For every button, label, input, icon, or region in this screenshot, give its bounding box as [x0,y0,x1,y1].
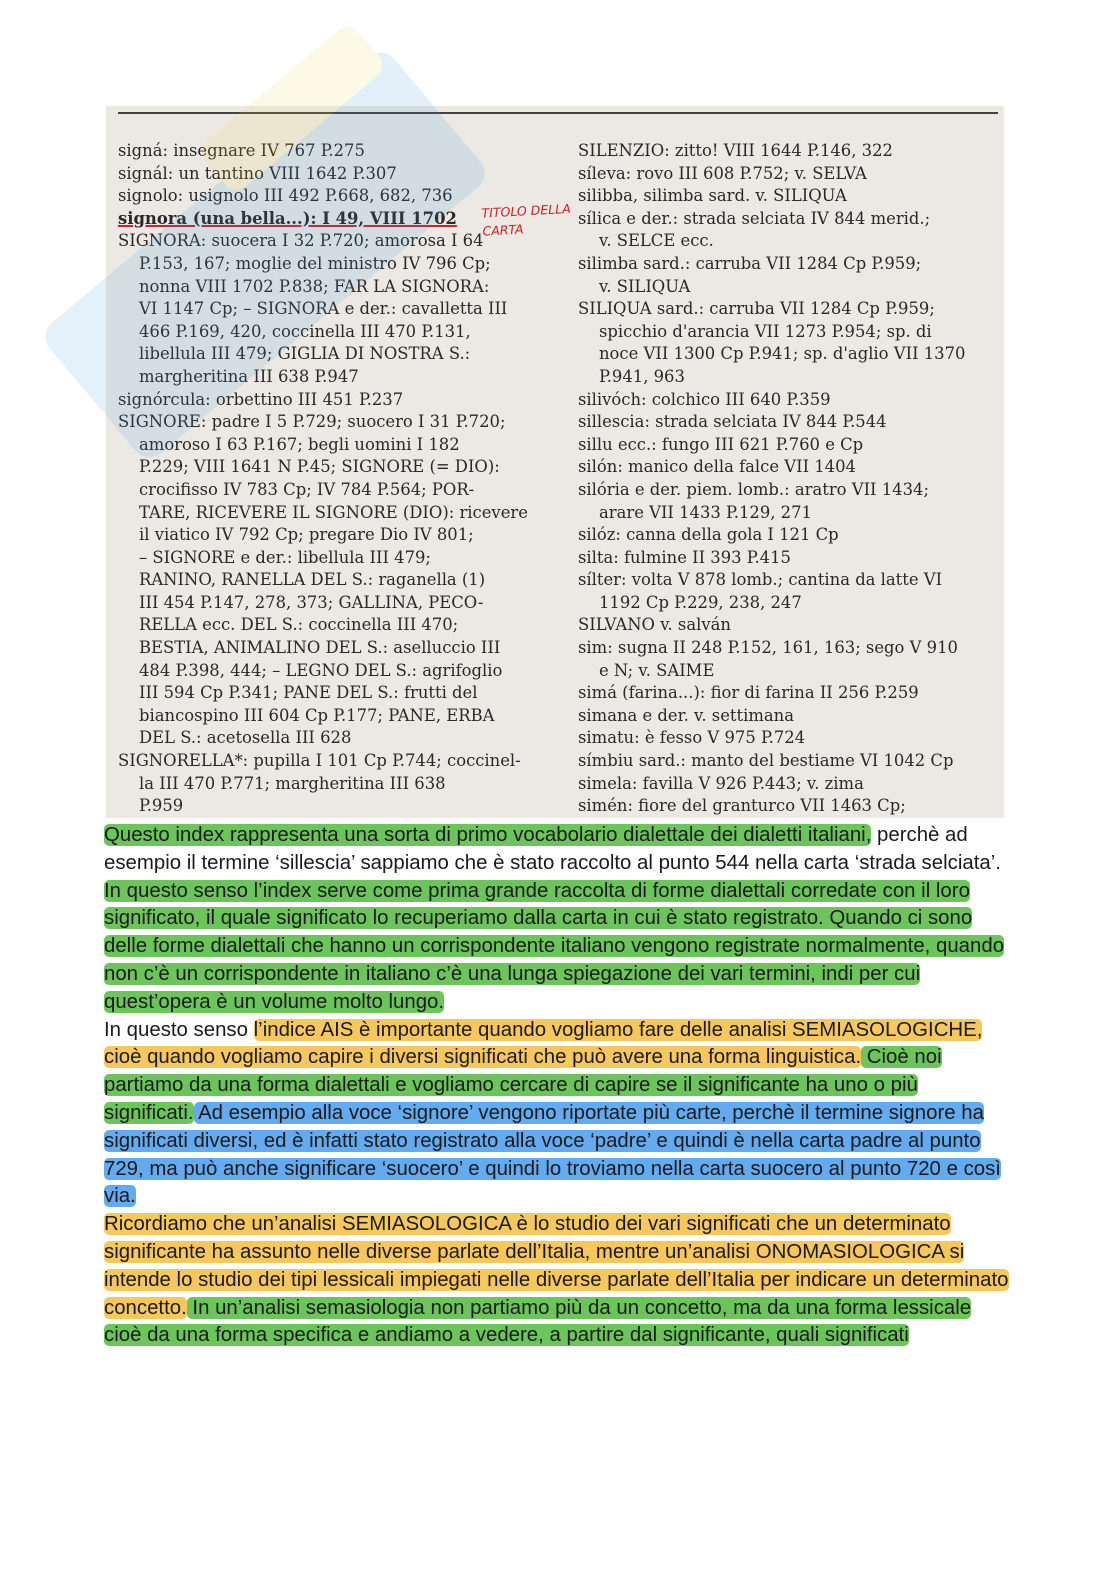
index-entry: silimba sard.: carruba VII 1284 Cp P.959; [578,253,922,273]
index-entry: P.229; VIII 1641 N P.45; SIGNORE (= DIO): [139,457,500,477]
handwritten-annotation: TITOLO DELLA CARTA [481,200,572,239]
index-entry: SIGNORA: suocera I 32 P.720; amorosa I 64 [118,231,484,251]
index-entry: arare VII 1433 P.129, 271 [599,502,812,522]
index-entry: e N; v. SAIME [599,660,715,680]
index-entry: nonna VIII 1702 P.838; FAR LA SIGNORA: [139,276,490,296]
index-entry: signolo: usignolo III 492 P.668, 682, 736 [118,186,453,206]
index-entry: – SIGNORE e der.: libellula III 479; [139,547,431,567]
index-entry: amoroso I 63 P.167; begli uomini I 182 [139,434,460,454]
index-entry: III 454 P.147, 278, 373; GALLINA, PECO- [139,592,484,612]
highlighted-green-segment: Questo index rappresenta una sorta di primo vocabolario dialettale dei dialetti italiani, [104,824,872,846]
index-entry: libellula III 479; GIGLIA DI NOSTRA S.: [139,344,471,364]
index-entry: silta: fulmine II 393 P.415 [578,547,791,567]
index-entry: RELLA ecc. DEL S.: coccinella III 470; [139,615,459,635]
text-segment: perchè ad esempio il termine ‘sillescia’ sappiamo che è stato raccolto al punto 544 nella carta ‘strada selciata’. [104,824,1001,874]
index-entry: signora (una bella...): I 49, VIII 1702 [118,208,457,228]
index-entry: III 594 Cp P.341; PANE DEL S.: frutti del [139,683,478,703]
index-entry: 484 P.398, 444; – LEGNO DEL S.: agrifoglio [139,660,503,680]
index-entry: silóz: canna della gola I 121 Cp [578,525,839,545]
index-entry: biancospino III 604 Cp P.177; PANE, ERBA [139,705,495,725]
index-entry: 1192 Cp P.229, 238, 247 [599,592,802,612]
index-entry: la III 470 P.771; margheritina III 638 [139,773,446,793]
index-entry: noce VII 1300 Cp P.941; sp. d'aglio VII 1370 [599,344,966,364]
index-entry: silón: manico della falce VII 1404 [578,457,856,477]
index-entry: VI 1147 Cp; – SIGNORA e der.: cavalletta III [139,299,508,319]
highlighted-green-segment: Cioè noi partiamo da una forma dialettali e vogliamo cercare di capire se il significante ha uno o più significati. [104,1046,942,1124]
index-entry: simela: favilla V 926 P.443; v. zima [578,773,864,793]
index-entry: sillu ecc.: fungo III 621 P.760 e Cp [578,434,864,454]
notes-body-text [104,822,1009,1350]
highlighted-yellow-segment: Ricordiamo che un’analisi SEMIASOLOGICA è lo studio dei vari significati che un determinato significante ha assunto nelle diverse parlate dell’Italia, mentre un’analisi ONOMASIOLOGICA si intende lo studio dei tipi lessicali impiegati nelle diverse parlate dell’Italia per indicare un determinato concetto. [104,1213,1009,1319]
index-entry: v. SELCE ecc. [599,231,714,251]
index-entry: sim: sugna II 248 P.152, 161, 163; sego V 910 [578,638,958,658]
highlighted-blue-segment: Ad esempio alla voce ‘signore’ vengono riportate più carte, perchè il termine signore ha significati diversi, ed è infatti stato registrato alla voce ‘padre’ e quindi è nella carta padre al punto 729, ma può anche significare ‘suocero’ e quindi lo troviamo nella carta suocero al punto 720 e così via. [104,1101,1001,1208]
index-entry: signórcula: orbettino III 451 P.237 [118,389,404,409]
index-right-column [578,140,998,818]
index-entry: il viatico IV 792 Cp; pregare Dio IV 801; [139,525,474,545]
index-entry: P.959 [139,796,184,816]
index-entry: simana e der. v. settimana [578,705,794,725]
text-segment: In questo senso [104,1018,254,1041]
highlighted-green-segment: In questo senso l’index serve come prima grande raccolta di forme dialettali corredate con il loro significato, il quale significato lo recuperiamo dalla carta in cui è stato registrato. Quando ci sono delle forme dialettali che hanno un corrispondente italiano vengono registrate normalmente, quando non c’è un corrispondente in italiano c’è una lunga spiegazione dei vari termini, indi per cui quest’opera è un volume molto lungo. [104,879,1005,1013]
index-entry: 466 P.169, 420, coccinella III 470 P.131, [139,321,471,341]
highlighted-green-segment: In un’analisi semasiologia non partiamo più da un concetto, ma da una forma lessicale cioè da una forma specifica e andiamo a vedere, a partire dal significante, quali significati [104,1296,972,1347]
paragraph [104,1017,1009,1212]
top-rule [118,112,998,114]
index-entry: sillescia: strada selciata IV 844 P.544 [578,412,887,432]
index-entry: signál: un tantino VIII 1642 P.307 [118,163,397,183]
index-entry: SILENZIO: zitto! VIII 1644 P.146, 322 [578,141,893,160]
index-entry: signá: insegnare IV 767 P.275 [118,141,365,160]
index-entry: simén: fiore del granturco VII 1463 Cp; [578,796,906,816]
index-entry: crocifisso IV 783 Cp; IV 784 P.564; POR- [139,479,475,499]
paragraph [104,1211,1009,1350]
index-entry: RANINO, RANELLA DEL S.: raganella (1) [139,570,486,590]
index-entry: silibba, silimba sard. v. SILIQUA [578,186,847,206]
index-entry: BESTIA, ANIMALINO DEL S.: aselluccio III [139,638,501,658]
index-entry: SILVANO v. salván [578,615,731,635]
highlighted-yellow-segment: l’indice AIS è importante quando vogliamo fare delle analisi SEMIASOLOGICHE, cioè quando vogliamo capire i diversi significati che può avere una forma linguistica. [104,1018,983,1069]
index-entry: síleva: rovo III 608 P.752; v. SELVA [578,163,867,183]
scanned-index-page [106,106,1004,818]
index-entry: TARE, RICEVERE IL SIGNORE (DIO): ricevere [139,502,528,522]
index-entry: DEL S.: acetosella III 628 [139,728,352,748]
index-entry: margheritina III 638 P.947 [139,366,359,386]
index-entry: silivóch: colchico III 640 P.359 [578,389,831,409]
index-entry: simá (farina...): fior di farina II 256 P.259 [578,683,919,703]
index-left-column [118,140,538,818]
index-entry: simatu: è fesso V 975 P.724 [578,728,806,748]
index-entry: símbiu sard.: manto del bestiame VI 1042 Cp [578,751,954,771]
index-entry: sílica e der.: strada selciata IV 844 merid.; [578,208,931,228]
index-entry: P.941, 963 [599,366,685,386]
index-entry: P.153, 167; moglie del ministro IV 796 Cp; [139,253,491,273]
index-entry: spicchio d'arancia VII 1273 P.954; sp. di [599,321,932,341]
index-entry: sílter: volta V 878 lomb.; cantina da latte VI [578,570,943,590]
index-entry: silória e der. piem. lomb.: aratro VII 1434; [578,479,929,499]
index-entry: SIGNORE: padre I 5 P.729; suocero I 31 P.720; [118,412,506,432]
index-entry: SIGNORELLA*: pupilla I 101 Cp P.744; coccinel- [118,751,521,771]
index-entry: SILIQUA sard.: carruba VII 1284 Cp P.959; [578,299,935,319]
paragraph [104,822,1009,1017]
index-entry: v. SILIQUA [599,276,691,296]
